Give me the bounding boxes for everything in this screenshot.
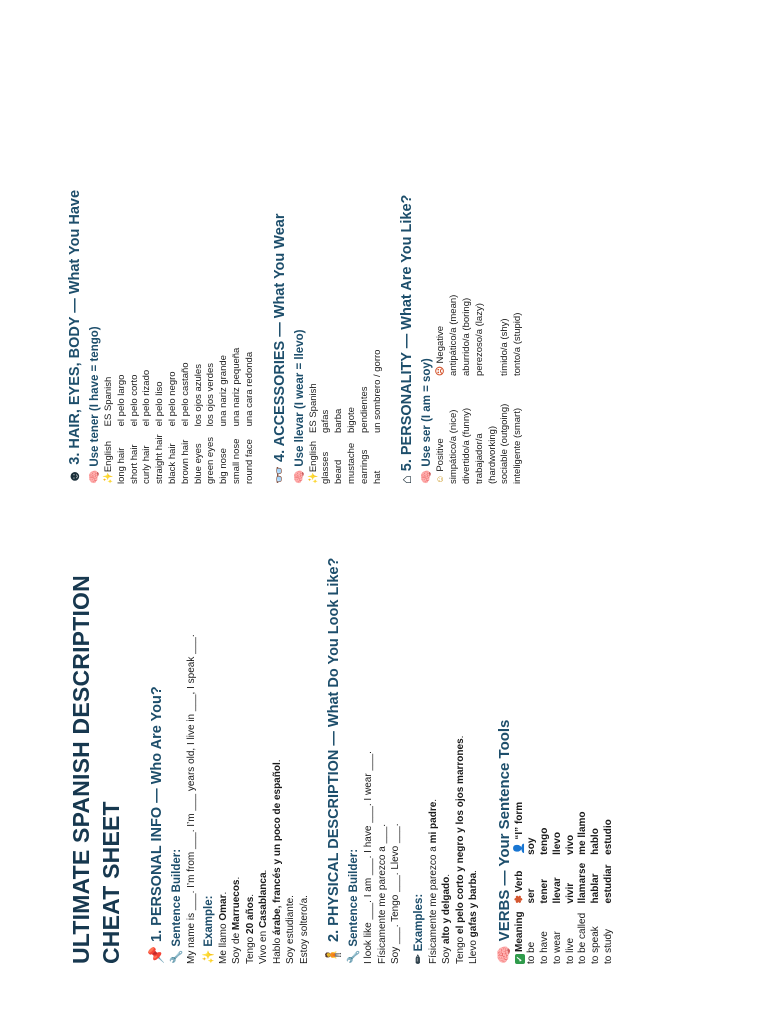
table-cell: tonto/a (stupid) [512, 312, 524, 376]
table-cell: el pelo corto [128, 374, 140, 427]
table-cell: el pelo negro [166, 371, 178, 427]
example-line: Llevo gafas y barba. [468, 870, 479, 964]
table-cell: barba [333, 408, 345, 433]
table-cell: to have [539, 931, 551, 964]
table-cell: una nariz grande [218, 355, 230, 427]
table-row [499, 287, 512, 484]
table-row [167, 340, 180, 484]
table-cell: vivo [564, 834, 576, 855]
example-list [427, 534, 481, 964]
table-cell: to wear [551, 931, 563, 964]
frown-icon: ☹ [435, 363, 447, 376]
table-row [461, 287, 474, 484]
column-header: Meaning [513, 911, 525, 952]
builder-line: My name is ___. I’m from ___. I’m ___ years old, I live in ___, I speak ___. [186, 634, 197, 964]
table-row [565, 794, 578, 964]
table-cell: brown hair [179, 439, 191, 484]
subsection-title: Sentence Builder: [348, 848, 360, 947]
example-line: Hablo árabe, francés y un poco de español. [271, 759, 283, 964]
left-column [66, 534, 630, 964]
subsection-title: Example: [202, 895, 215, 947]
subsection-title: Examples: [412, 893, 425, 952]
example-line: Me llamo Omar. [217, 891, 229, 964]
table-cell: el pelo liso [154, 381, 166, 427]
pushpin-icon: 📌 [149, 945, 165, 964]
table-cell: short hair [128, 444, 140, 484]
table-cell: estudio [603, 819, 615, 855]
table-cell: antipático/a (mean) [448, 294, 460, 376]
sparkle-icon: ✨ [202, 949, 215, 964]
column-header: ES Spanish [307, 383, 319, 433]
table-row [474, 287, 500, 484]
sparkle-icon: ✨ [307, 472, 319, 484]
table-cell: llevar [551, 877, 563, 904]
column-header: ES Spanish [103, 376, 114, 427]
table-cell: big nose [218, 448, 230, 484]
table-row [346, 342, 359, 484]
table-cell: los ojos azules [192, 364, 204, 427]
glasses-icon: 👓 [271, 465, 288, 484]
section-personality [398, 44, 525, 484]
table-cell: inteligente (smart) [512, 407, 524, 484]
table-row [590, 794, 603, 964]
table-cell: tímido/a (shy) [499, 318, 511, 376]
column-header: Negative [435, 325, 447, 364]
table-cell: to be [526, 941, 538, 964]
section-physical-description [325, 534, 481, 964]
verbs-table [514, 794, 616, 964]
example-line: Tengo el pelo corto y negro y los ojos marrones. [454, 735, 466, 964]
section-personal-info [148, 534, 311, 964]
builder-line: Físicamente me parezco a ___. [376, 823, 388, 964]
table-cell: blue eyes [192, 443, 204, 484]
section-title: 3. HAIR, EYES, BODY — What You Have [67, 189, 83, 465]
pencil-icon: ✏ [412, 954, 425, 964]
page-title: ULTIMATE SPANISH DESCRIPTION CHEAT SHEET [68, 575, 124, 964]
table-cell: trabajador/a (hardworking) [473, 425, 498, 484]
person-icon: 👤 [513, 839, 525, 855]
table-header-row [308, 342, 321, 484]
table-cell: simpático/a (nice) [448, 409, 460, 484]
check-icon: ✓ [514, 955, 524, 963]
table-cell: llevo [551, 832, 563, 855]
table-header-row [435, 287, 448, 484]
column-header: Positive [435, 438, 447, 472]
brain-icon: 🧠 [293, 469, 306, 484]
table-cell: una nariz pequeña [230, 347, 242, 427]
table-cell: perezoso/a (lazy) [473, 303, 485, 376]
builder-line: Soy ___. Tengo ___. Llevo ___. [390, 823, 401, 964]
table-cell: to be called [577, 912, 589, 964]
sparkle-icon: ✨ [103, 472, 114, 484]
table-cell: el pelo castaño [179, 362, 191, 427]
table-row [193, 340, 206, 484]
table-cell: hat [371, 470, 383, 484]
column-header: “I” form [513, 801, 525, 840]
example-line: Soy estudiante. [285, 895, 296, 964]
brain-icon: 🧠 [495, 945, 513, 964]
table-row [231, 340, 244, 484]
table-row [333, 342, 346, 484]
table-cell: un sombrero / gorro [371, 349, 383, 433]
table-cell: llamarse [577, 862, 589, 904]
column-header: English [307, 440, 319, 473]
table-cell: me llamo [577, 811, 589, 855]
table-cell: glasses [320, 451, 332, 484]
table-cell: bigote [345, 407, 357, 433]
table-cell: long hair [115, 447, 127, 484]
section-hair-eyes-body [66, 44, 257, 484]
table-cell: aburrido/a (boring) [460, 297, 472, 376]
vocab-table [103, 340, 257, 484]
section-title: 4. ACCESSORIES — What You Wear [271, 213, 288, 462]
usage-note: Use tener (I have = tengo) [89, 326, 101, 467]
table-cell: soy [526, 837, 538, 855]
table-cell: black hair [166, 443, 178, 484]
example-line: Tengo 20 años. [244, 893, 256, 964]
table-row [512, 287, 525, 484]
table-cell: straight hair [154, 434, 166, 484]
table-cell: to speak [590, 926, 602, 964]
usage-note: Use ser (I am = soy) [421, 358, 434, 467]
brain-icon: 🧠 [89, 469, 101, 484]
table-cell: divertido/a (funny) [460, 407, 472, 484]
table-cell: tengo [539, 827, 551, 855]
person-icon: 🧍 [326, 945, 342, 964]
table-cell: to live [564, 937, 576, 964]
table-cell: una cara redonda [243, 351, 255, 427]
table-cell: small nose [230, 438, 242, 484]
table-header-row [514, 794, 527, 964]
brain-icon: 🧠 [421, 469, 434, 484]
table-row [244, 340, 257, 484]
table-cell: hablo [590, 828, 602, 855]
table-row [320, 342, 333, 484]
example-list [217, 534, 312, 964]
section-title: 1. PERSONAL INFO — Who Are You? [149, 686, 165, 942]
example-line: Físicamente me parezco a mi padre. [427, 798, 439, 964]
table-cell: earrings [358, 449, 370, 484]
table-cell: tener [539, 878, 551, 904]
column-header: English [103, 440, 114, 473]
example-line: Soy alto y delgado. [441, 873, 452, 964]
table-row [180, 340, 193, 484]
table-cell: curly hair [141, 445, 153, 484]
table-row [116, 340, 129, 484]
smile-icon: ☺ [435, 471, 447, 484]
table-row [141, 340, 154, 484]
face-icon: ☻ [67, 468, 83, 484]
table-cell: estudiar [603, 864, 615, 904]
table-row [359, 342, 372, 484]
table-cell: los ojos verdes [205, 362, 217, 427]
wrench-icon: 🔧 [348, 949, 360, 964]
table-row [526, 794, 539, 964]
table-row [539, 794, 552, 964]
table-cell: beard [333, 459, 345, 484]
lightbulb-icon: ⌂ [399, 475, 416, 484]
table-row [372, 342, 385, 484]
section-title: VERBS — Your Sentence Tools [495, 719, 513, 942]
table-cell: to study [603, 928, 615, 964]
section-verbs [495, 534, 616, 964]
wrench-icon: 🔧 [171, 949, 183, 964]
right-column [66, 44, 539, 484]
table-cell: el pelo largo [115, 374, 127, 427]
table-header-row [103, 340, 116, 484]
section-title: 5. PERSONALITY — What Are You Like? [399, 194, 416, 472]
table-row [218, 340, 231, 484]
vocab-table [308, 342, 385, 484]
table-cell: pendientes [358, 386, 370, 433]
table-row [552, 794, 565, 964]
example-line: Soy de Marruecos. [231, 876, 242, 964]
table-cell: green eyes [205, 436, 217, 484]
table-row [577, 794, 590, 964]
example-line: Estoy soltero/a. [298, 895, 310, 964]
section-title: 2. PHYSICAL DESCRIPTION — What Do You Look Like? [326, 557, 342, 942]
builder-line: I look like ___. I am ___. I have ___. I wear ___. [363, 751, 374, 964]
table-cell: hablar [590, 873, 602, 904]
example-line: Vivo en Casablanca. [258, 869, 269, 964]
table-row [154, 340, 167, 484]
table-cell: round face [243, 439, 255, 484]
subsection-title: Sentence Builder: [171, 848, 183, 947]
column-header: Verb [513, 870, 525, 893]
table-cell: gafas [320, 409, 332, 433]
flag-icon: ✽ [513, 892, 525, 904]
table-row [129, 340, 142, 484]
table-row [448, 287, 461, 484]
table-cell: vivir [564, 882, 576, 904]
section-accessories [271, 44, 385, 484]
table-row [205, 340, 218, 484]
table-cell: sociable (outgoing) [499, 403, 511, 484]
personality-table [435, 287, 525, 484]
usage-note: Use llevar (I wear = llevo) [293, 329, 306, 467]
table-cell: ser [526, 888, 538, 904]
table-row [603, 794, 616, 964]
table-cell: el pelo rizado [141, 369, 153, 427]
table-cell: mustache [345, 442, 357, 484]
